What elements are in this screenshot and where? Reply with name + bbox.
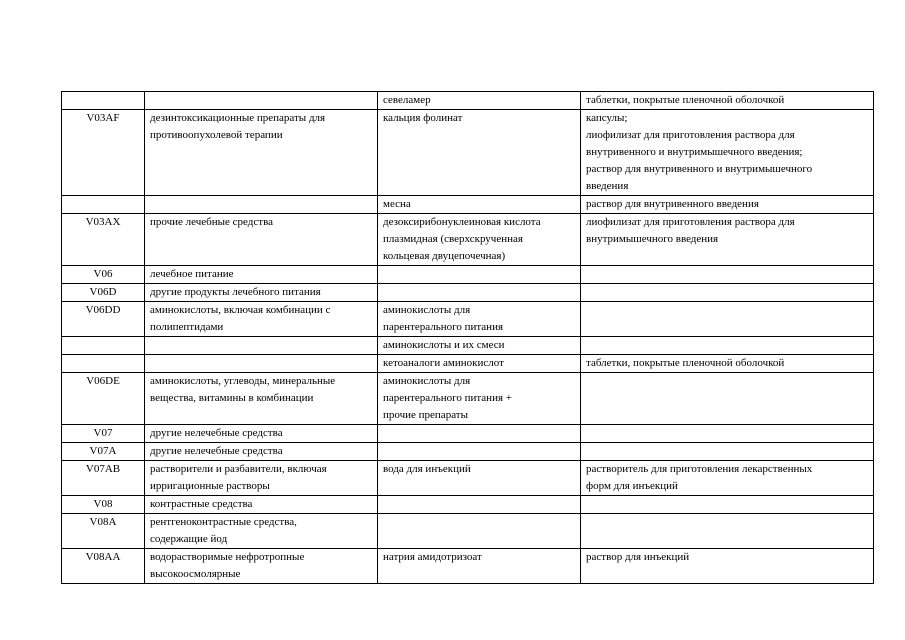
cell-text-line: таблетки, покрытые пленочной оболочкой xyxy=(586,94,785,106)
cell-text-line: лечебное питание xyxy=(150,268,234,280)
empty-cell-line xyxy=(586,337,868,354)
atc-code-cell xyxy=(62,196,145,214)
empty-cell-line xyxy=(586,284,868,301)
anatomical-group-cell xyxy=(145,425,378,443)
drug-name-cell xyxy=(378,425,581,443)
cell-text-line: V03AX xyxy=(85,216,121,228)
cell-text-line: парентерального питания xyxy=(383,321,504,333)
drug-name-cell xyxy=(378,196,581,214)
dosage-form-cell xyxy=(581,196,874,214)
cell-text-line: капсулы; xyxy=(586,112,628,124)
cell-text-line: аминокислоты, углеводы, минеральные xyxy=(150,375,336,387)
dosage-form-cell xyxy=(581,443,874,461)
cell-text-line: внутримышечного введения xyxy=(586,233,719,245)
atc-code-cell xyxy=(62,373,145,425)
cell-text-line: другие продукты лечебного питания xyxy=(150,286,321,298)
table-row xyxy=(62,496,874,514)
empty-cell-line xyxy=(586,514,868,531)
empty-cell-line xyxy=(150,92,372,109)
cell-text-line: парентерального питания + xyxy=(383,392,512,404)
table-row xyxy=(62,92,874,110)
atc-code-cell xyxy=(62,337,145,355)
dosage-form-cell xyxy=(581,337,874,355)
atc-code-cell xyxy=(62,549,145,584)
cell-text-line: дезоксирибонуклеиновая кислота xyxy=(383,216,541,228)
dosage-form-cell xyxy=(581,549,874,584)
anatomical-group-cell xyxy=(145,355,378,373)
cell-text-line: аминокислоты для xyxy=(383,375,471,387)
atc-code-cell xyxy=(62,425,145,443)
anatomical-group-cell xyxy=(145,196,378,214)
cell-text-line: контрастные средства xyxy=(150,498,253,510)
cell-text-line: противоопухолевой терапии xyxy=(150,129,283,141)
empty-cell-line xyxy=(67,355,139,372)
cell-text-line: V06D xyxy=(89,286,117,298)
cell-text-line: V06DE xyxy=(86,375,120,387)
cell-text-line: V06DD xyxy=(85,304,121,316)
empty-cell-line xyxy=(586,266,868,283)
dosage-form-cell xyxy=(581,496,874,514)
cell-text-line: форм для инъекций xyxy=(586,480,678,492)
anatomical-group-cell xyxy=(145,302,378,337)
dosage-form-cell xyxy=(581,110,874,196)
cell-text-line: другие нелечебные средства xyxy=(150,445,283,457)
cell-text-line: содержащие йод xyxy=(150,533,228,545)
empty-cell-line xyxy=(383,443,575,460)
table-row xyxy=(62,337,874,355)
atc-code-cell xyxy=(62,110,145,196)
cell-text-line: аминокислоты и их смеси xyxy=(383,339,505,351)
anatomical-group-cell xyxy=(145,110,378,196)
empty-cell-line xyxy=(383,496,575,513)
table-row xyxy=(62,110,874,196)
empty-cell-line xyxy=(586,302,868,319)
table-row xyxy=(62,284,874,302)
cell-text-line: V07A xyxy=(89,445,117,457)
anatomical-group-cell xyxy=(145,549,378,584)
table-row xyxy=(62,373,874,425)
cell-text-line: внутривенного и внутримышечного введения; xyxy=(586,146,803,158)
anatomical-group-cell xyxy=(145,496,378,514)
cell-text-line: севеламер xyxy=(383,94,431,106)
empty-cell-line xyxy=(67,92,139,109)
cell-text-line: вода для инъекций xyxy=(383,463,471,475)
empty-cell-line xyxy=(586,373,868,390)
anatomical-group-cell xyxy=(145,373,378,425)
anatomical-group-cell xyxy=(145,461,378,496)
anatomical-group-cell xyxy=(145,514,378,549)
atc-code-cell xyxy=(62,302,145,337)
anatomical-group-cell xyxy=(145,337,378,355)
cell-text-line: V08A xyxy=(89,516,117,528)
cell-text-line: месна xyxy=(383,198,411,210)
table-body xyxy=(62,92,874,584)
empty-cell-line xyxy=(67,196,139,213)
atc-code-cell xyxy=(62,214,145,266)
cell-text-line: ирригационные растворы xyxy=(150,480,270,492)
drug-name-cell xyxy=(378,302,581,337)
cell-text-line: плазмидная (сверхскрученная xyxy=(383,233,523,245)
anatomical-group-cell xyxy=(145,443,378,461)
cell-text-line: аминокислоты для xyxy=(383,304,471,316)
cell-text-line: V07 xyxy=(93,427,113,439)
drug-name-cell xyxy=(378,92,581,110)
table-row xyxy=(62,461,874,496)
cell-text-line: прочие лечебные средства xyxy=(150,216,274,228)
dosage-form-cell xyxy=(581,514,874,549)
cell-text-line: V08 xyxy=(93,498,113,510)
drug-name-cell xyxy=(378,373,581,425)
atc-code-cell xyxy=(62,355,145,373)
cell-text-line: кальция фолинат xyxy=(383,112,463,124)
empty-cell-line xyxy=(383,514,575,531)
anatomical-group-cell xyxy=(145,266,378,284)
table-row xyxy=(62,196,874,214)
dosage-form-cell xyxy=(581,425,874,443)
cell-text-line: V07AB xyxy=(85,463,121,475)
table-row xyxy=(62,302,874,337)
cell-text-line: кольцевая двуцепочечная) xyxy=(383,250,506,262)
cell-text-line: кетоаналоги аминокислот xyxy=(383,357,504,369)
drug-name-cell xyxy=(378,514,581,549)
table-row xyxy=(62,425,874,443)
atc-code-cell xyxy=(62,443,145,461)
drug-list-table xyxy=(61,91,874,584)
empty-cell-line xyxy=(383,266,575,283)
cell-text-line: рентгеноконтрастные средства, xyxy=(150,516,297,528)
cell-text-line: раствор для инъекций xyxy=(586,551,690,563)
empty-cell-line xyxy=(383,284,575,301)
table-row xyxy=(62,355,874,373)
atc-code-cell xyxy=(62,514,145,549)
anatomical-group-cell xyxy=(145,284,378,302)
dosage-form-cell xyxy=(581,302,874,337)
dosage-form-cell xyxy=(581,373,874,425)
cell-text-line: полипептидами xyxy=(150,321,224,333)
drug-name-cell xyxy=(378,443,581,461)
drug-name-cell xyxy=(378,214,581,266)
cell-text-line: прочие препараты xyxy=(383,409,468,421)
dosage-form-cell xyxy=(581,284,874,302)
empty-cell-line xyxy=(586,443,868,460)
drug-name-cell xyxy=(378,496,581,514)
cell-text-line: введения xyxy=(586,180,629,192)
anatomical-group-cell xyxy=(145,214,378,266)
drug-name-cell xyxy=(378,337,581,355)
cell-text-line: лиофилизат для приготовления раствора для xyxy=(586,216,795,228)
atc-code-cell xyxy=(62,266,145,284)
drug-name-cell xyxy=(378,266,581,284)
cell-text-line: водорастворимые нефротропные xyxy=(150,551,305,563)
cell-text-line: растворители и разбавители, включая xyxy=(150,463,327,475)
empty-cell-line xyxy=(586,425,868,442)
cell-text-line: раствор для внутривенного введения xyxy=(586,198,759,210)
atc-code-cell xyxy=(62,461,145,496)
cell-text-line: V06 xyxy=(93,268,113,280)
drug-name-cell xyxy=(378,110,581,196)
table-row xyxy=(62,549,874,584)
table-row xyxy=(62,266,874,284)
cell-text-line: дезинтоксикационные препараты для xyxy=(150,112,326,124)
cell-text-line: лиофилизат для приготовления раствора для xyxy=(586,129,795,141)
table-row xyxy=(62,443,874,461)
atc-code-cell xyxy=(62,496,145,514)
anatomical-group-cell xyxy=(145,92,378,110)
empty-cell-line xyxy=(586,496,868,513)
atc-code-cell xyxy=(62,284,145,302)
drug-name-cell xyxy=(378,355,581,373)
empty-cell-line xyxy=(383,425,575,442)
drug-name-cell xyxy=(378,284,581,302)
dosage-form-cell xyxy=(581,355,874,373)
dosage-form-cell xyxy=(581,461,874,496)
empty-cell-line xyxy=(150,337,372,354)
cell-text-line: V03AF xyxy=(86,112,120,124)
empty-cell-line xyxy=(150,355,372,372)
dosage-form-cell xyxy=(581,214,874,266)
cell-text-line: таблетки, покрытые пленочной оболочкой xyxy=(586,357,785,369)
cell-text-line: вещества, витамины в комбинации xyxy=(150,392,314,404)
cell-text-line: натрия амидотризоат xyxy=(383,551,482,563)
empty-cell-line xyxy=(150,196,372,213)
cell-text-line: раствор для внутривенного и внутримышечного xyxy=(586,163,813,175)
cell-text-line: аминокислоты, включая комбинации с xyxy=(150,304,331,316)
drug-name-cell xyxy=(378,549,581,584)
cell-text-line: другие нелечебные средства xyxy=(150,427,283,439)
atc-code-cell xyxy=(62,92,145,110)
dosage-form-cell xyxy=(581,266,874,284)
cell-text-line: V08AA xyxy=(85,551,121,563)
cell-text-line: высокоосмолярные xyxy=(150,568,241,580)
empty-cell-line xyxy=(67,337,139,354)
table-row xyxy=(62,214,874,266)
table-row xyxy=(62,514,874,549)
cell-text-line: растворитель для приготовления лекарственных xyxy=(586,463,813,475)
dosage-form-cell xyxy=(581,92,874,110)
drug-name-cell xyxy=(378,461,581,496)
